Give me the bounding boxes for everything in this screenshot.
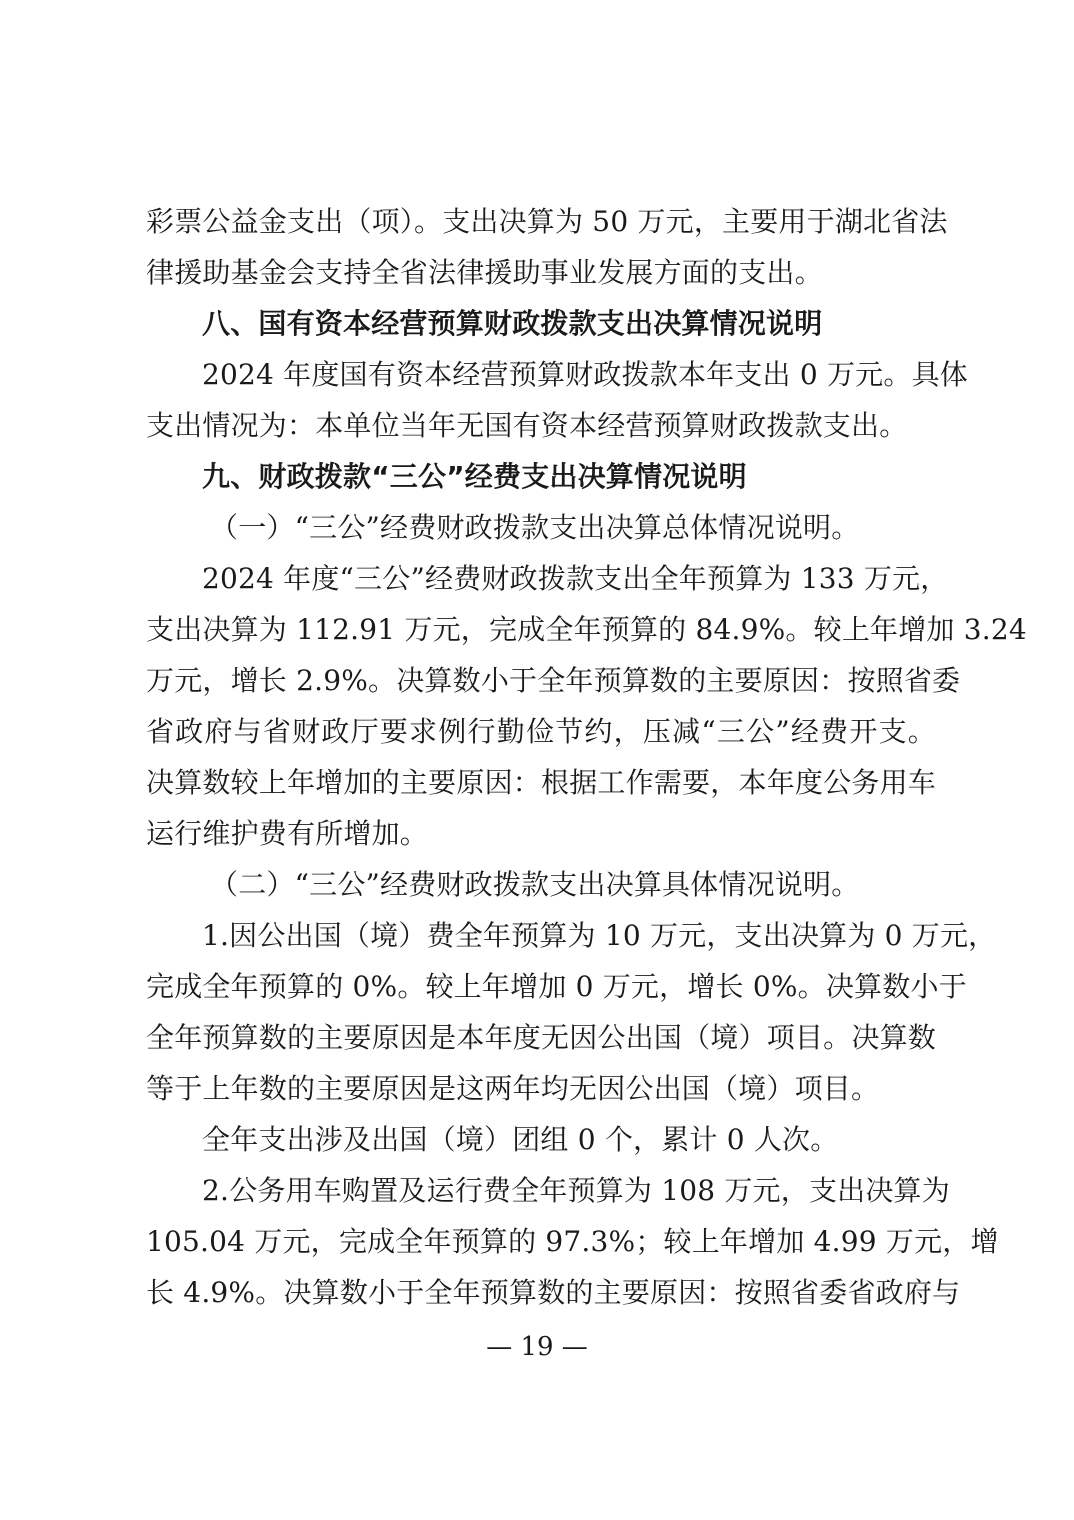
page-number: — 19 — [486,1332,588,1362]
body-text-line: 决算数较上年增加的主要原因：根据工作需要，本年度公务用车 [146,766,936,799]
body-text-line: 105.04 万元，完成全年预算的 97.3%；较上年增加 4.99 万元，增 [146,1225,999,1258]
body-text-line: 2.公务用车购置及运行费全年预算为 108 万元，支出决算为 [202,1174,950,1207]
subsection-heading: （二）“三公”经费财政拨款支出决算具体情况说明。 [210,868,860,901]
body-text-line: 长 4.9%。决算数小于全年预算数的主要原因：按照省委省政府与 [146,1276,961,1309]
body-text-line: 2024 年度国有资本经营预算财政拨款本年支出 0 万元。具体 [202,358,968,391]
body-text-line: 律援助基金会支持全省法律援助事业发展方面的支出。 [146,256,823,289]
body-text-line: 1.因公出国（境）费全年预算为 10 万元，支出决算为 0 万元， [202,919,997,952]
body-text-line: 支出决算为 112.91 万元，完成全年预算的 84.9%。较上年增加 3.24 [146,613,1027,646]
body-text-line: 2024 年度“三公”经费财政拨款支出全年预算为 133 万元， [202,562,949,595]
body-text-line: 支出情况为：本单位当年无国有资本经营预算财政拨款支出。 [146,409,908,442]
body-text-line: 省政府与省财政厅要求例行勤俭节约，压减“三公”经费开支。 [146,715,936,748]
section-heading: 八、国有资本经营预算财政拨款支出决算情况说明 [202,307,823,340]
body-text-line: 等于上年数的主要原因是这两年均无因公出国（境）项目。 [146,1072,880,1105]
subsection-heading: （一）“三公”经费财政拨款支出决算总体情况说明。 [210,511,860,544]
body-text-line: 运行维护费有所增加。 [146,817,429,850]
body-text-line: 彩票公益金支出（项）。支出决算为 50 万元，主要用于湖北省法 [146,205,948,238]
body-text-line: 全年预算数的主要原因是本年度无因公出国（境）项目。决算数 [146,1021,936,1054]
body-text-line: 万元，增长 2.9%。决算数小于全年预算数的主要原因：按照省委 [146,664,961,697]
body-text-line: 完成全年预算的 0%。较上年增加 0 万元，增长 0%。决算数小于 [146,970,967,1003]
body-text-line: 全年支出涉及出国（境）团组 0 个，累计 0 人次。 [202,1123,839,1156]
section-heading: 九、财政拨款“三公”经费支出决算情况说明 [202,460,747,493]
